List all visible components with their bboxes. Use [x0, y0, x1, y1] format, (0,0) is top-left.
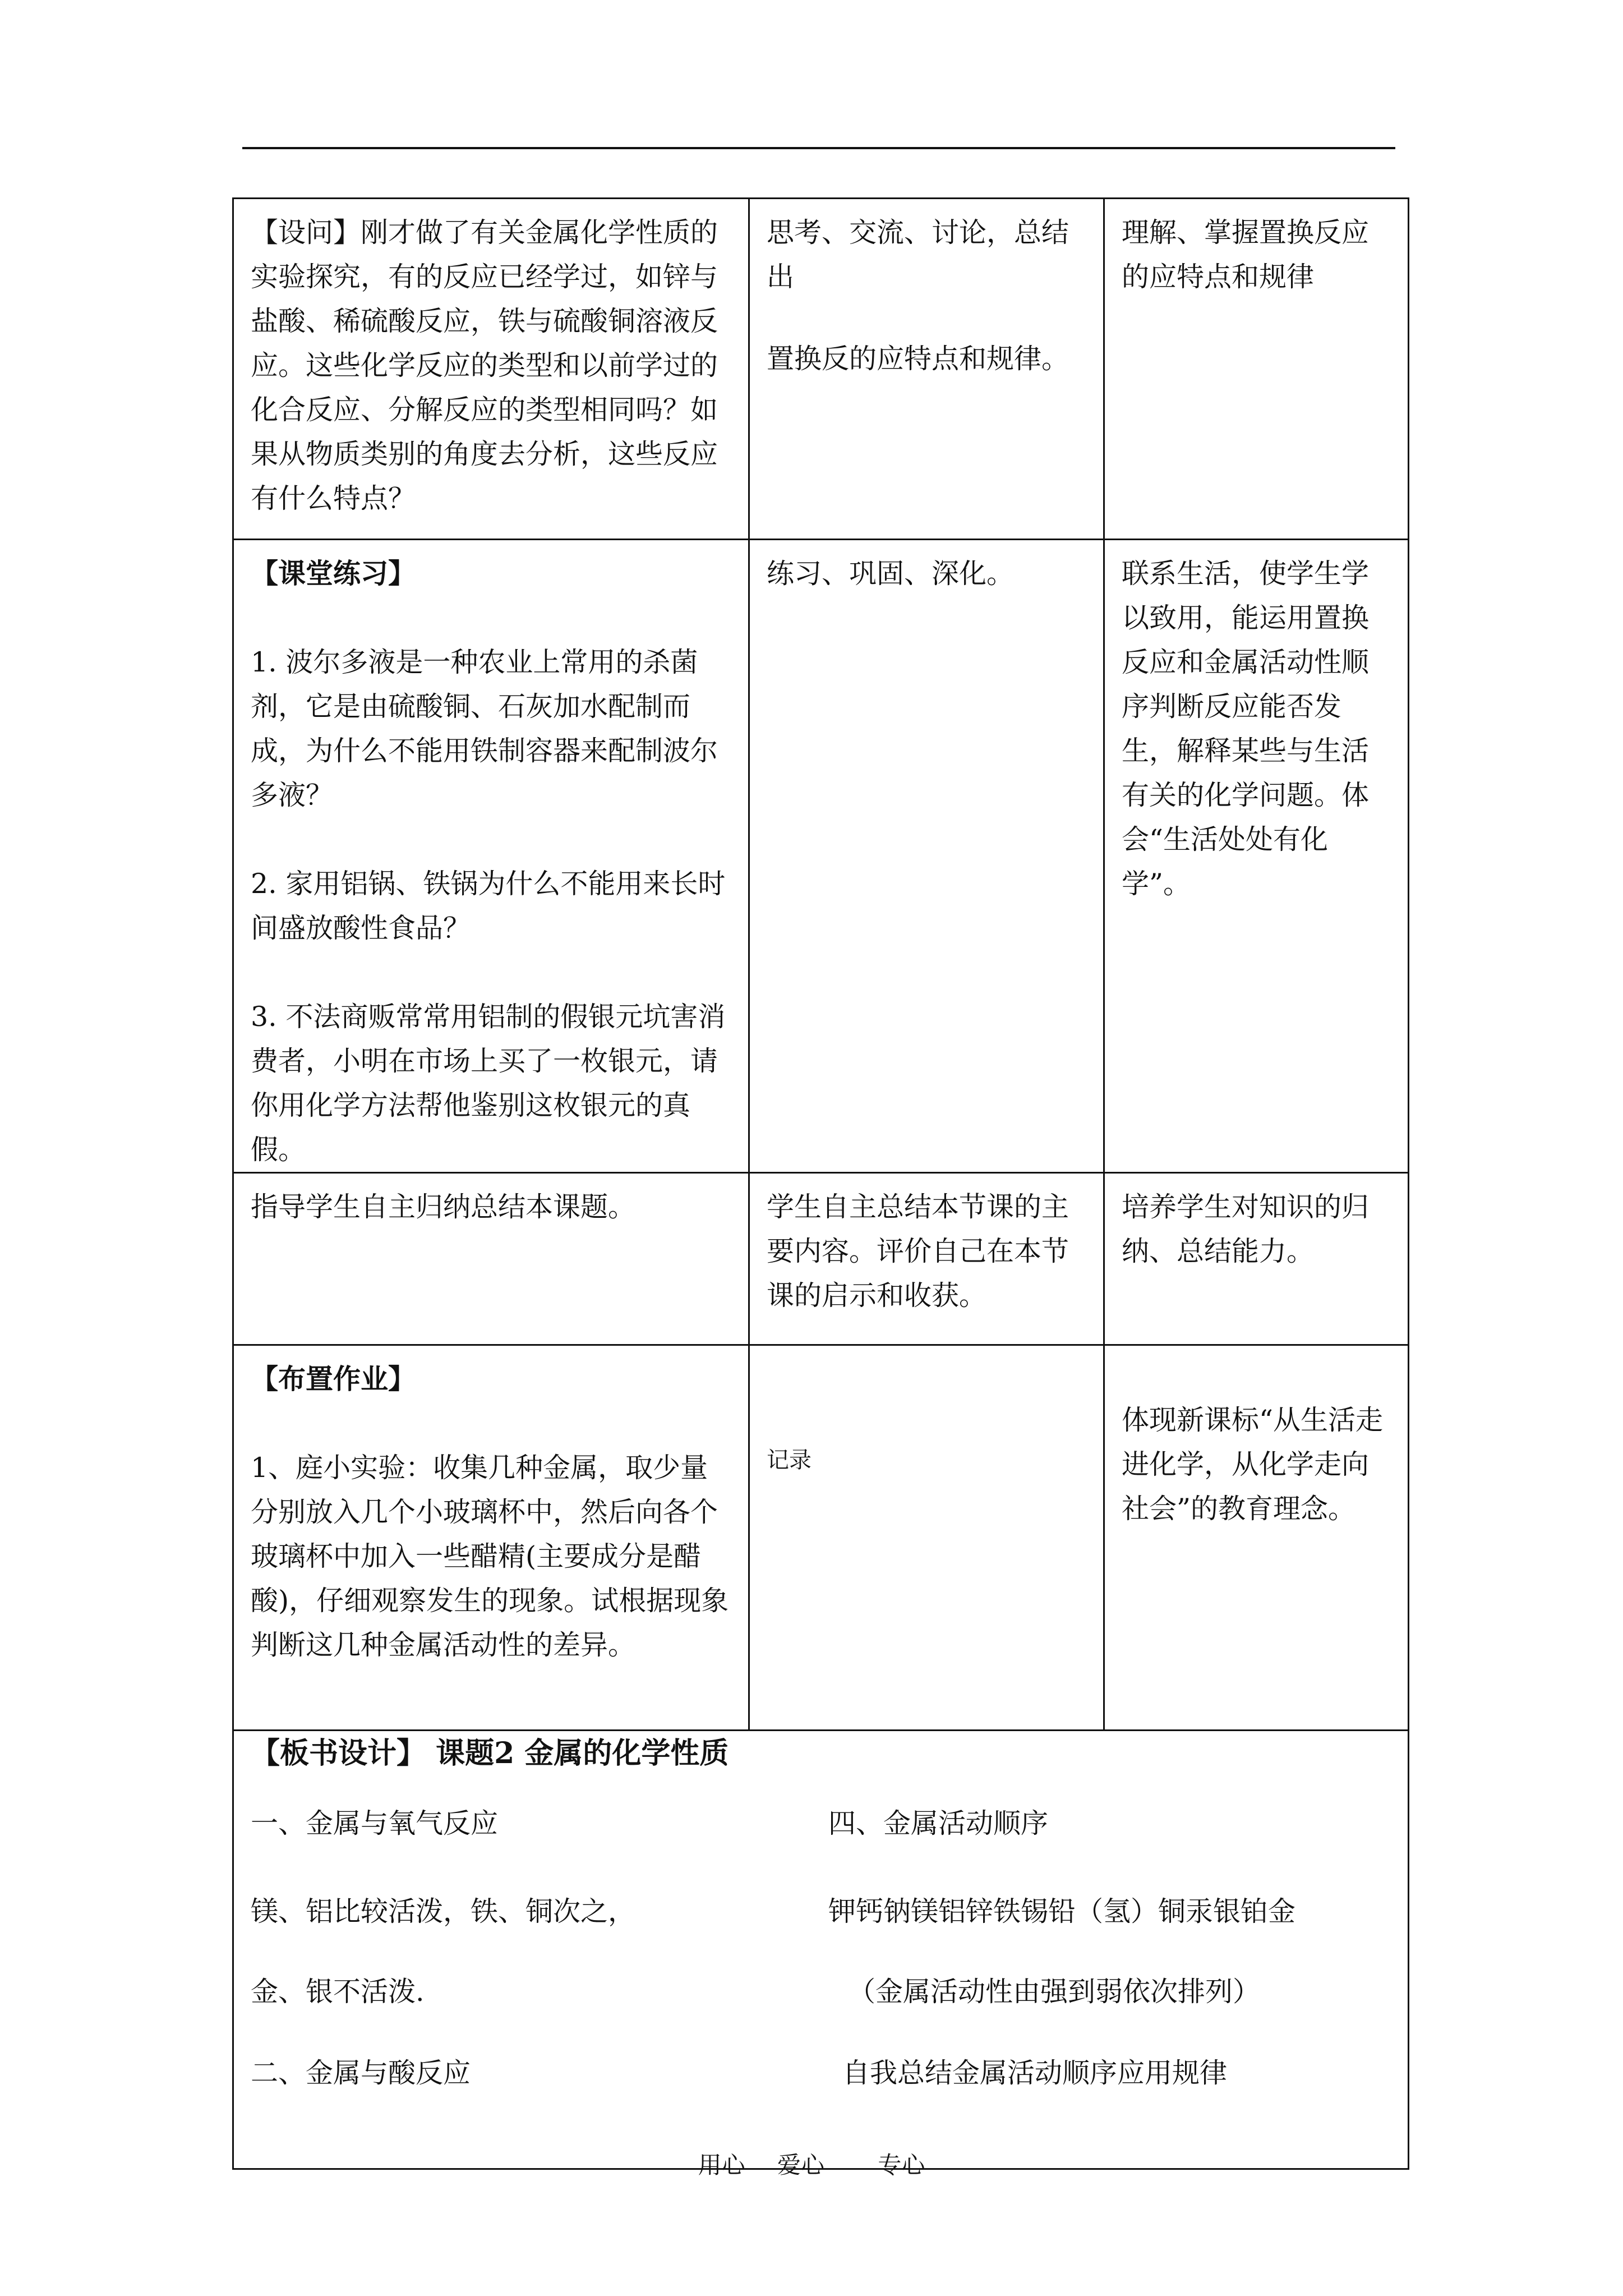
teacher-cell	[233, 1345, 749, 1731]
board-right-line: 钾钙钠镁铝锌铁锡铅（氢）铜汞银铂金	[828, 1895, 1296, 1927]
exercise-item: 2. 家用铝锅、铁锅为什么不能用来长时间盛放酸性食品？	[251, 868, 726, 944]
exercise-item: 3. 不法商贩常常用铝制的假银元坑害消费者，小明在市场上买了一枚银元，请你用化学方法帮他鉴别这枚银元的真假。	[251, 1001, 726, 1166]
purpose-cell	[1104, 1173, 1409, 1345]
board-left-line: 二、金属与酸反应	[251, 2057, 471, 2089]
footer-word: 用心	[698, 2151, 745, 2179]
page-footer	[0, 2148, 1623, 2182]
student-activity: 学生自主总结本节课的主要内容。评价自己在本节课的启示和收获。	[767, 1191, 1069, 1312]
question-text: 【设问】刚才做了有关金属化学性质的实验探究，有的反应已经学过，如锌与盐酸、稀硫酸反应，铁与硫酸铜溶液反应。这些化学反应的类型和以前学过的化合反应、分解反应的类型相同吗？如果从物质类别的角度去分析，这些反应有什么特点？	[251, 217, 718, 514]
table-row	[233, 540, 1409, 1173]
purpose-text: 培养学生对知识的归纳、总结能力。	[1122, 1191, 1370, 1267]
purpose-cell	[1104, 540, 1409, 1173]
lesson-table	[232, 197, 1409, 2170]
section-heading: 【课堂练习】	[251, 557, 416, 590]
purpose-cell	[1104, 199, 1409, 540]
table-row	[233, 199, 1409, 540]
purpose-cell	[1104, 1345, 1409, 1731]
exercise-item: 1. 波尔多液是一种农业上常用的杀菌剂，它是由硫酸铜、石灰加水配制而成，为什么不能用铁制容器来配制波尔多液？	[251, 646, 718, 811]
teacher-cell	[233, 1173, 749, 1345]
board-left-line: 金、银不活泼.	[251, 1976, 425, 2008]
student-cell	[749, 1173, 1104, 1345]
table-row	[233, 1173, 1409, 1345]
board-left-line: 一、金属与氧气反应	[251, 1807, 499, 1839]
table-row	[233, 1731, 1409, 2169]
teacher-cell	[233, 540, 749, 1173]
board-right-line: 四、金属活动顺序	[828, 1807, 1049, 1839]
student-activity: 练习、巩固、深化。	[767, 558, 1015, 590]
student-cell	[749, 1345, 1104, 1731]
teacher-activity: 指导学生自主归纳总结本课题。	[251, 1191, 636, 1223]
homework-item: 1、庭小实验：收集几种金属，取少量分别放入几个小玻璃杯中，然后向各个玻璃杯中加入一些醋精(主要成分是醋酸)，仔细观察发生的现象。试根据现象判断这几种金属活动性的差异。	[251, 1452, 729, 1661]
student-activity-line: 置换反的应特点和规律。	[767, 343, 1069, 375]
purpose-text: 理解、掌握置换反应的应特点和规律	[1122, 217, 1370, 293]
board-left-line: 镁、铝比较活泼，铁、铜次之，	[251, 1895, 636, 1927]
board-design-cell	[233, 1731, 1409, 2169]
footer-word: 爱心	[777, 2151, 824, 2179]
student-activity: 记录	[767, 1447, 811, 1473]
table-row	[233, 1345, 1409, 1731]
purpose-text: 体现新课标“从生活走进化学，从化学走向社会”的教育理念。	[1122, 1404, 1384, 1525]
board-title: 【板书设计】 课题2 金属的化学性质	[251, 1736, 729, 1770]
footer-word: 专心	[878, 2151, 925, 2179]
section-heading: 【布置作业】	[251, 1363, 416, 1395]
student-cell	[749, 199, 1104, 540]
header-rule	[242, 147, 1395, 149]
student-activity-line: 思考、交流、讨论，总结出	[767, 217, 1069, 293]
teacher-cell	[233, 199, 749, 540]
purpose-text: 联系生活，使学生学以致用，能运用置换反应和金属活动性顺序判断反应能否发生，解释某些与生活有关的化学问题。体会“生活处处有化学”。	[1122, 558, 1370, 900]
student-cell	[749, 540, 1104, 1173]
board-right-line: （金属活动性由强到弱依次排列）	[848, 1976, 1261, 2008]
board-right-line: 自我总结金属活动顺序应用规律	[842, 2057, 1228, 2089]
